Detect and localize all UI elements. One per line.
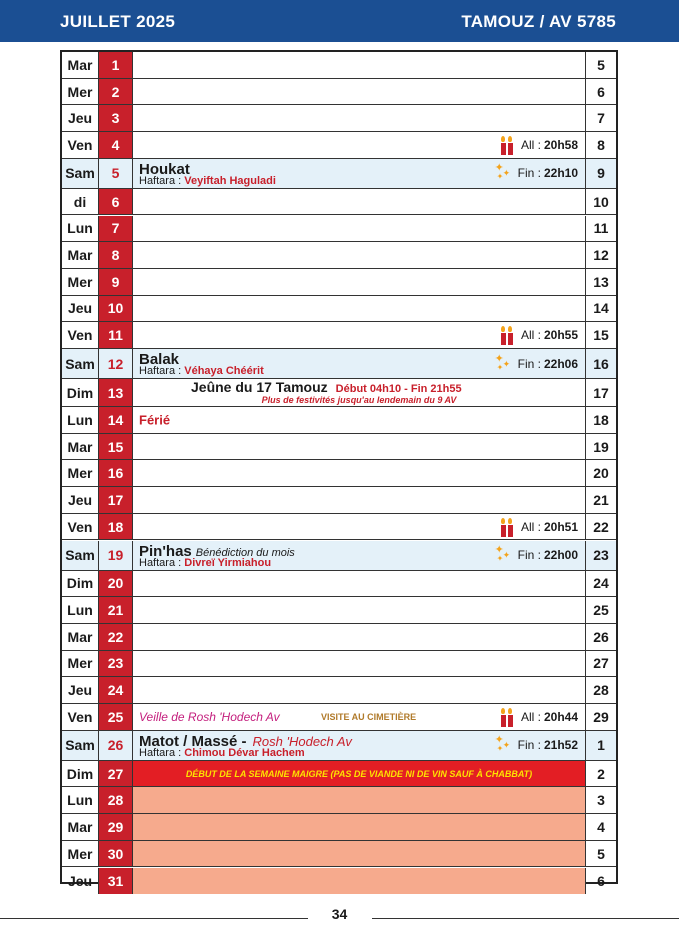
weekday-cell: Sam (62, 731, 99, 760)
weekday-cell: Ven (62, 132, 99, 158)
weekday-cell: Mer (62, 269, 99, 295)
haftara-label: Haftara : (139, 174, 182, 187)
time-value: 20h55 (543, 328, 578, 343)
haftara-name: Chimou Dévar Hachem (184, 746, 305, 759)
time-label: All : (520, 137, 541, 152)
date-cell: 15 (99, 434, 132, 460)
event-cell (132, 322, 586, 348)
time-label: All : (520, 519, 541, 534)
hebrew-date-cell: 8 (597, 136, 605, 153)
parasha-subtitle: Bénédiction du mois (195, 546, 295, 559)
shabbat-time (499, 325, 578, 345)
shabbat-time (495, 354, 578, 374)
date-cell: 4 (99, 132, 132, 158)
date-cell: 19 (99, 541, 132, 570)
hebrew-date-cell: 13 (593, 273, 609, 290)
event-cell (132, 731, 586, 760)
haftara-line (139, 365, 264, 377)
hebrew-date-cell: 18 (593, 411, 609, 428)
event-cell (132, 597, 586, 623)
hebrew-date-cell: 20 (593, 465, 609, 482)
stars-icon: ✦ ✦ ✦ (494, 162, 511, 182)
hebrew-date-cell: 27 (593, 655, 609, 672)
calendar-row (62, 571, 616, 598)
calendar-row (62, 216, 616, 243)
event-cell (132, 269, 586, 295)
calendar-row (62, 296, 616, 323)
weekday-cell: Lun (62, 216, 99, 242)
weekday-cell: di (62, 189, 99, 215)
haftara-line (139, 175, 276, 187)
event-cell (132, 787, 586, 813)
hebrew-date-cell: 21 (593, 491, 609, 508)
date-cell: 27 (99, 761, 132, 787)
hebrew-date-cell: 22 (593, 518, 609, 535)
haftara-name: Véhaya Chéérit (184, 365, 264, 377)
event-cell (132, 52, 586, 78)
hebrew-date-cell: 25 (593, 602, 609, 619)
event-cell (132, 704, 586, 730)
shabbat-time (499, 517, 578, 537)
hebrew-date-cell: 15 (593, 327, 609, 344)
hebrew-date-cell: 12 (593, 247, 609, 264)
fast-note: Plus de festivités jusqu'au lendemain du 9 AV (261, 395, 457, 405)
date-cell: 1 (99, 52, 132, 78)
event-cell (132, 434, 586, 460)
calendar-row (62, 189, 616, 216)
time-label: Fin : (517, 356, 541, 371)
weekday-cell: Sam (62, 349, 99, 378)
event-cell (132, 460, 586, 486)
date-cell: 20 (99, 571, 132, 597)
hebrew-date-cell: 16 (586, 349, 616, 378)
hebrew-date-cell: 14 (593, 300, 609, 317)
time-label: Fin : (517, 548, 541, 562)
event-cell (132, 159, 586, 188)
event-cell (132, 841, 586, 867)
date-cell: 31 (99, 868, 132, 895)
candles-icon (499, 517, 515, 537)
date-cell: 21 (99, 597, 132, 623)
page-header (0, 0, 679, 42)
haftara-line (139, 747, 305, 759)
date-cell: 30 (99, 841, 132, 867)
date-cell: 5 (99, 159, 132, 188)
event-cell (132, 651, 586, 677)
calendar-row (62, 379, 616, 407)
date-cell: 3 (99, 105, 132, 131)
event-cell (132, 296, 586, 322)
weekday-cell: Sam (62, 541, 99, 570)
calendar-row (62, 105, 616, 132)
event-cell (132, 541, 586, 570)
hebrew-date-cell: 3 (597, 792, 605, 809)
calendar-row (62, 487, 616, 514)
weekday-cell: Jeu (62, 487, 99, 513)
event-cell (132, 487, 586, 513)
date-cell: 28 (99, 787, 132, 813)
date-cell: 9 (99, 269, 132, 295)
weekday-cell: Lun (62, 787, 99, 813)
calendar-row (62, 651, 616, 678)
time-value: 20h58 (543, 137, 578, 152)
time-value: 21h52 (543, 738, 578, 753)
event-cell (132, 868, 586, 895)
parasha-title: Balak (139, 351, 180, 368)
parasha-title: Houkat (139, 160, 190, 178)
event-cell (132, 814, 586, 840)
calendar-row (62, 761, 616, 788)
shabbat-time (499, 707, 578, 727)
weekday-cell: Mer (62, 651, 99, 677)
time-label: All : (520, 709, 541, 724)
lean-week-banner (133, 761, 585, 787)
weekday-cell: Dim (62, 761, 99, 787)
hebrew-date-cell: 6 (597, 83, 605, 100)
calendar-row (62, 597, 616, 624)
calendar-row (62, 242, 616, 269)
date-cell: 24 (99, 677, 132, 703)
time-value: 20h51 (543, 519, 578, 534)
weekday-cell: Mar (62, 814, 99, 840)
calendar-table (60, 50, 618, 889)
holiday-label: Férié (139, 412, 171, 428)
weekday-cell: Ven (62, 322, 99, 348)
lean-week-text: DÉBUT DE LA SEMAINE MAIGRE (PAS DE VIANDE NI DE VIN SAUF À CHABBAT) (185, 768, 533, 779)
calendar-row (62, 52, 616, 79)
hebrew-date-cell: 7 (597, 110, 605, 127)
stars-icon: ✦ ✦ ✦ (494, 352, 511, 372)
hebrew-date-cell: 4 (597, 818, 605, 835)
event-cell (132, 349, 586, 378)
event-cell (132, 379, 586, 406)
time-value: 22h00 (543, 548, 578, 562)
event-cell (132, 407, 586, 433)
weekday-cell: Jeu (62, 677, 99, 703)
hebrew-date-cell: 10 (593, 193, 609, 210)
weekday-cell: Jeu (62, 868, 99, 895)
time-value: 20h44 (543, 709, 578, 724)
haftara-line (139, 557, 271, 569)
haftara-label: Haftara : (139, 746, 182, 759)
calendar-row (62, 541, 616, 571)
weekday-cell: Mar (62, 52, 99, 78)
date-cell: 7 (99, 216, 132, 242)
weekday-cell: Lun (62, 407, 99, 433)
date-cell: 2 (99, 79, 132, 105)
haftara-label: Haftara : (139, 365, 182, 377)
calendar-row (62, 704, 616, 731)
weekday-cell: Mar (62, 624, 99, 650)
calendar-row (62, 677, 616, 704)
event-cell (132, 79, 586, 105)
calendar-row (62, 841, 616, 868)
weekday-cell: Ven (62, 514, 99, 540)
shabbat-time (495, 735, 578, 755)
date-cell: 18 (99, 514, 132, 540)
calendar-row (62, 514, 616, 541)
time-value: 22h06 (543, 356, 578, 371)
weekday-cell: Mer (62, 79, 99, 105)
calendar-row (62, 868, 616, 895)
date-cell: 13 (99, 379, 132, 406)
hebrew-date-cell: 19 (593, 438, 609, 455)
hebrew-date-cell: 24 (593, 575, 609, 592)
gregorian-month: JUILLET 2025 (60, 12, 176, 31)
hebrew-date-cell: 6 (597, 872, 605, 889)
haftara-name: Divreï Yirmiahou (184, 556, 272, 569)
calendar-row (62, 349, 616, 379)
event-cell (132, 216, 586, 242)
date-cell: 23 (99, 651, 132, 677)
weekday-cell: Lun (62, 597, 99, 623)
event-cell (132, 571, 586, 597)
weekday-cell: Sam (62, 159, 99, 188)
weekday-cell: Dim (62, 571, 99, 597)
event-cell (132, 105, 586, 131)
weekday-cell: Mar (62, 242, 99, 268)
fast-title (191, 379, 462, 395)
weekday-cell: Mer (62, 841, 99, 867)
rosh-hodech-label: Rosh 'Hodech Av (252, 733, 352, 749)
stars-icon: ✦ ✦ ✦ (494, 544, 511, 563)
weekday-cell: Ven (62, 704, 99, 730)
date-cell: 10 (99, 296, 132, 322)
weekday-cell: Mer (62, 460, 99, 486)
hebrew-date-cell: 1 (586, 731, 616, 760)
date-cell: 11 (99, 322, 132, 348)
hebrew-date-cell: 17 (593, 384, 609, 401)
event-cell (132, 514, 586, 540)
event-cell (132, 242, 586, 268)
candles-icon (499, 707, 515, 727)
calendar-row (62, 731, 616, 761)
date-cell: 8 (99, 242, 132, 268)
fast-name: Jeûne du 17 Tamouz (191, 379, 328, 395)
date-cell: 29 (99, 814, 132, 840)
parasha-title: Pin'has (139, 542, 192, 560)
time-label: All : (520, 328, 541, 343)
weekday-cell: Jeu (62, 105, 99, 131)
calendar-row (62, 787, 616, 814)
hebrew-date-cell: 28 (593, 682, 609, 699)
calendar-row (62, 460, 616, 487)
page-number: 34 (331, 906, 348, 922)
calendar-row (62, 322, 616, 349)
hebrew-date-cell: 5 (597, 845, 605, 862)
parasha-title: Matot / Massé - (139, 732, 247, 750)
calendar-row (62, 269, 616, 296)
calendar-row (62, 624, 616, 651)
weekday-cell: Jeu (62, 296, 99, 322)
calendar-row (62, 159, 616, 189)
time-value: 22h10 (543, 166, 578, 181)
hebrew-date-cell: 23 (586, 541, 616, 570)
hebrew-date-cell: 11 (593, 220, 609, 237)
event-cell (132, 677, 586, 703)
stars-icon: ✦ ✦ ✦ (494, 734, 511, 754)
date-cell: 12 (99, 349, 132, 378)
event-cell (132, 761, 586, 787)
date-cell: 6 (99, 189, 132, 215)
event-cell (132, 189, 586, 215)
calendar-row (62, 79, 616, 106)
calendar-row (62, 407, 616, 434)
cemetery-visit: VISITE AU CIMETIÈRE (321, 711, 417, 722)
calendar-row (62, 434, 616, 461)
event-cell (132, 132, 586, 158)
date-cell: 22 (99, 624, 132, 650)
hebrew-date-cell: 2 (597, 765, 605, 782)
shabbat-time (495, 545, 578, 565)
rosh-hodech-eve: Veille de Rosh 'Hodech Av (139, 709, 280, 724)
haftara-label: Haftara : (139, 556, 182, 569)
date-cell: 17 (99, 487, 132, 513)
hebrew-date-cell: 9 (586, 159, 616, 188)
candles-icon (499, 325, 515, 345)
hebrew-month: TAMOUZ / AV 5785 (461, 12, 616, 31)
event-cell (132, 624, 586, 650)
weekday-cell: Dim (62, 379, 99, 406)
fast-times: Début 04h10 - Fin 21h55 (335, 383, 462, 395)
date-cell: 26 (99, 731, 132, 760)
weekday-cell: Mar (62, 434, 99, 460)
hebrew-date-cell: 29 (593, 708, 609, 725)
candles-icon (499, 135, 515, 155)
time-label: Fin : (517, 166, 541, 181)
time-label: Fin : (517, 738, 541, 753)
date-cell: 14 (99, 407, 132, 433)
hebrew-date-cell: 26 (593, 628, 609, 645)
date-cell: 25 (99, 704, 132, 730)
shabbat-time (495, 163, 578, 183)
date-cell: 16 (99, 460, 132, 486)
shabbat-time (499, 135, 578, 155)
calendar-row (62, 132, 616, 159)
calendar-row (62, 814, 616, 841)
hebrew-date-cell: 5 (597, 56, 605, 73)
haftara-name: Veyiftah Haguladi (184, 174, 276, 187)
